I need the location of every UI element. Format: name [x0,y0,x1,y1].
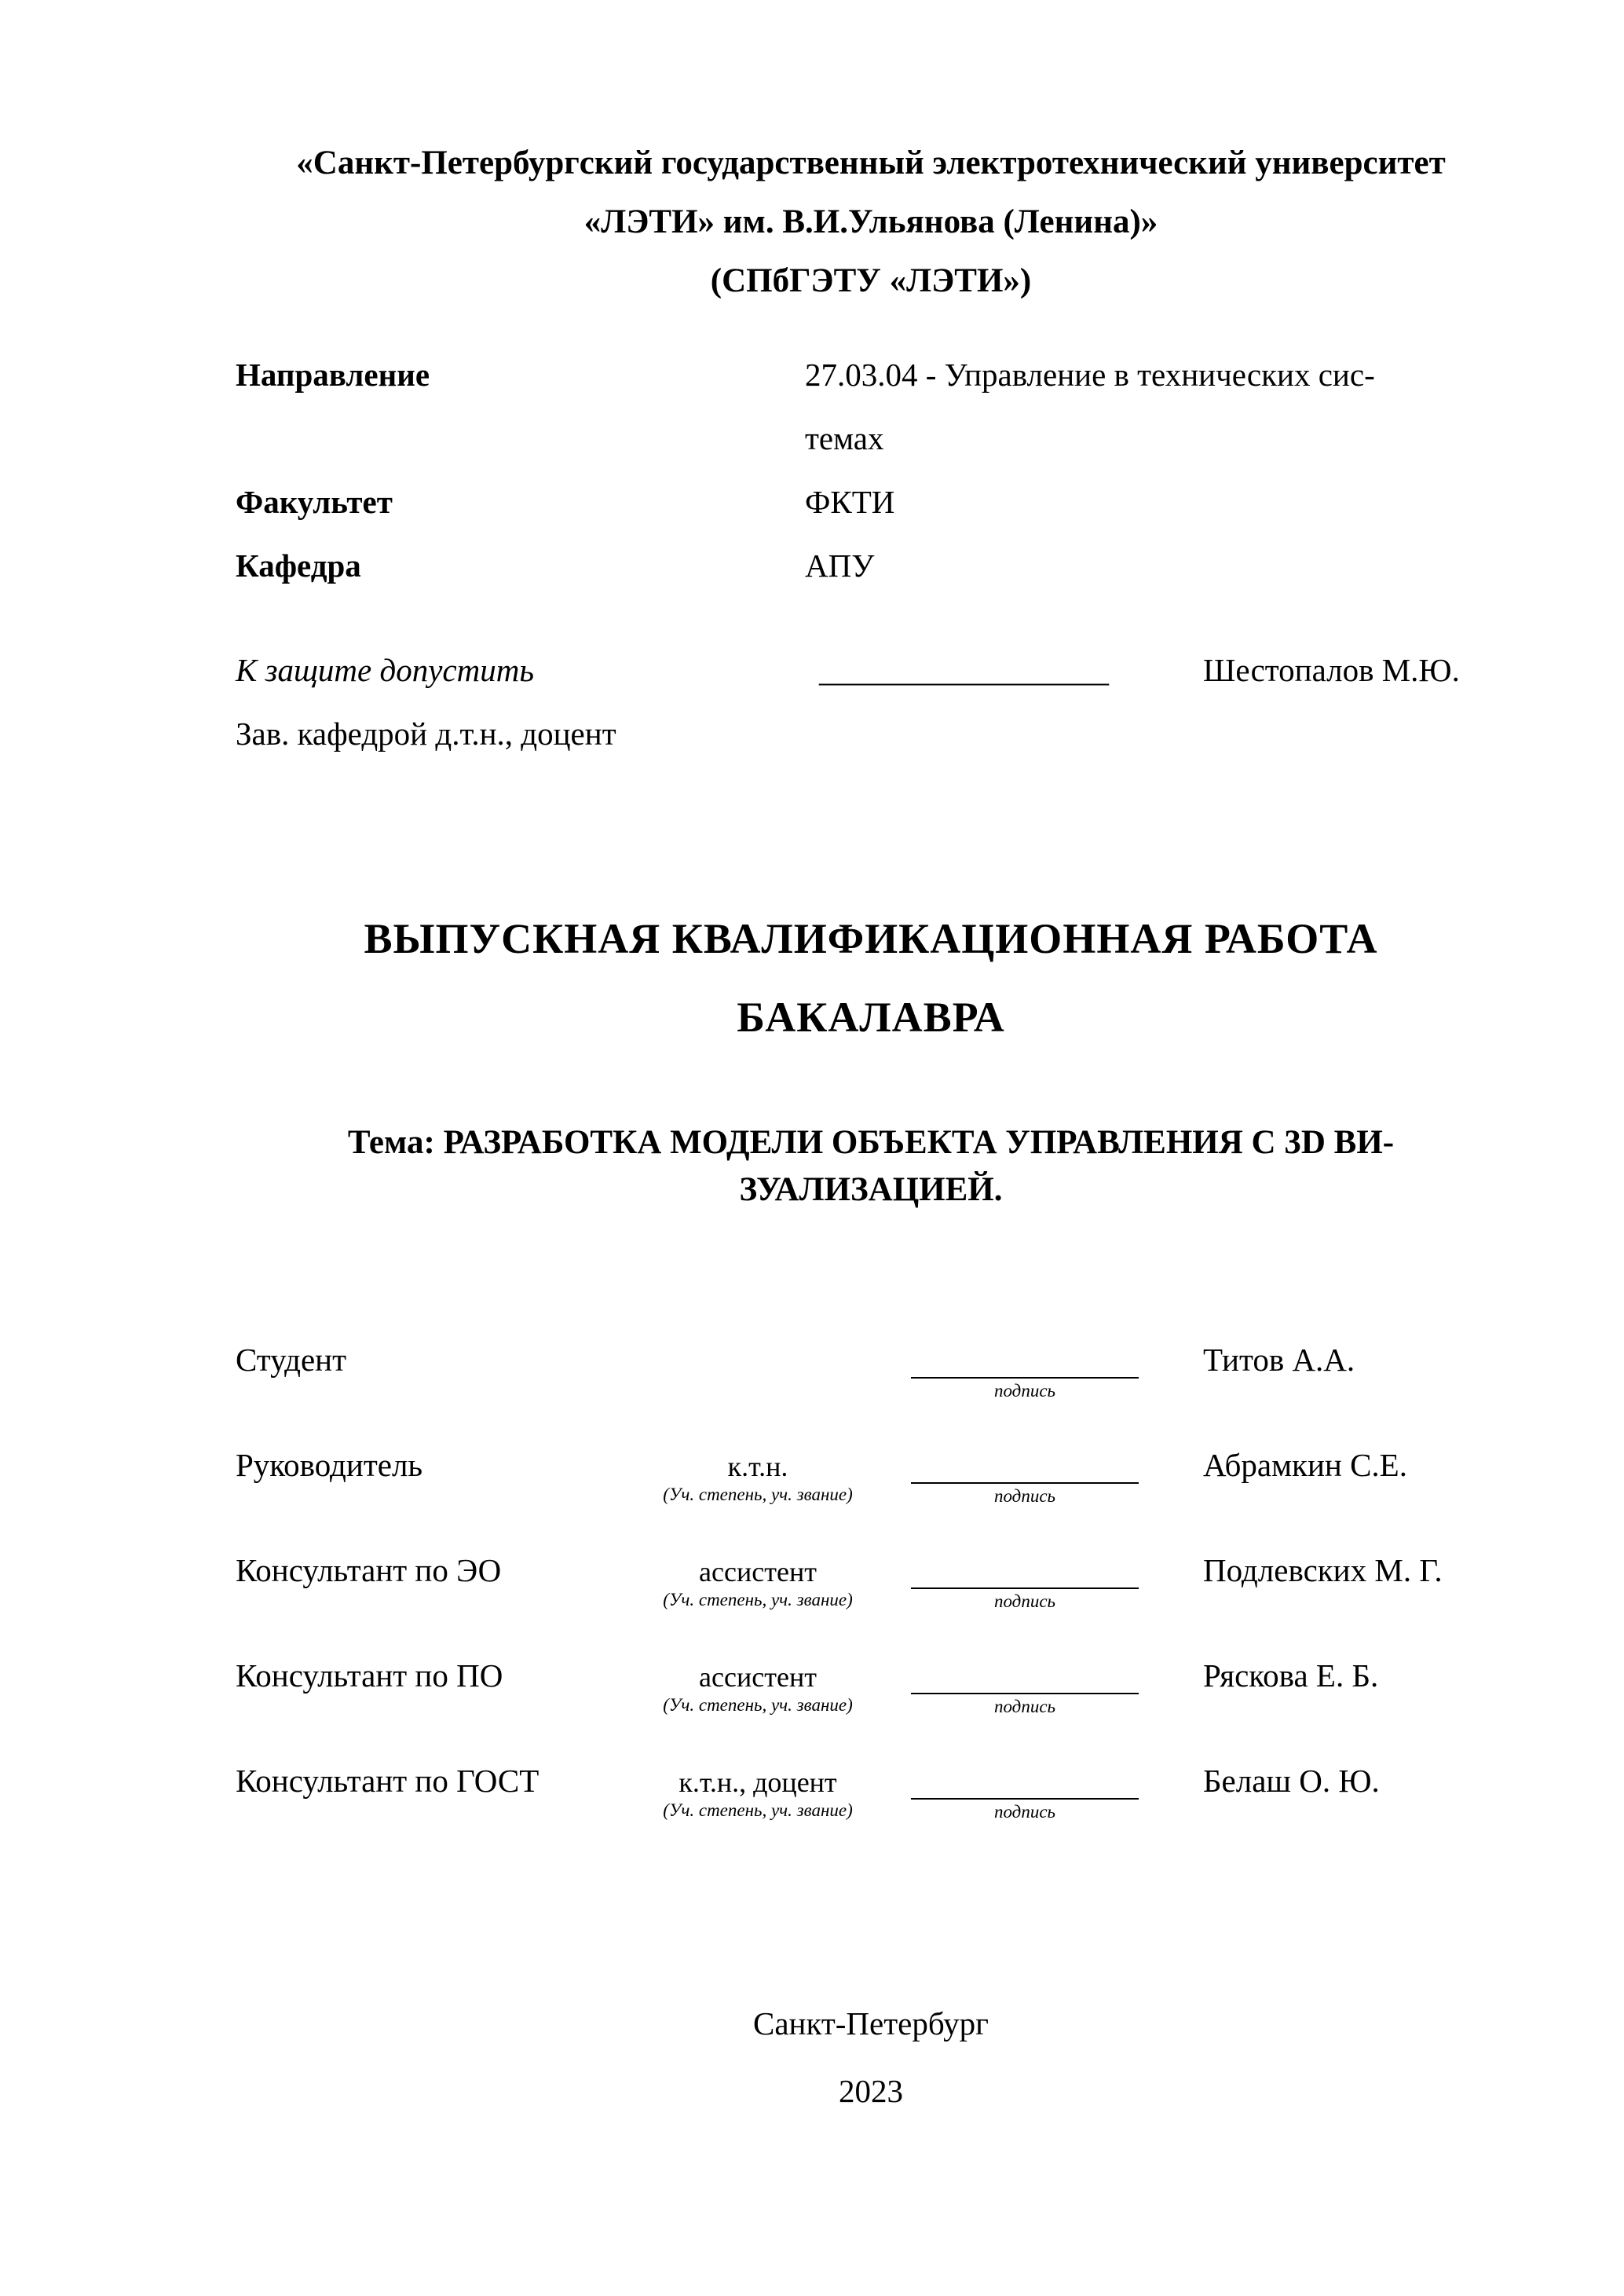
department-value: АПУ [805,547,875,584]
signer-degree-cell [605,1550,911,1611]
approval-signature-blank: __________________ [819,652,1109,688]
university-header-line3: (СПбГЭТУ «ЛЭТИ») [710,262,1032,299]
university-header-line2: «ЛЭТИ» им. В.И.Ульянова (Ленина)» [583,203,1158,240]
signer-row-consultant-gost [236,1760,1506,1825]
signer-degree-cell [605,1339,911,1344]
work-topic-line2: ЗУАЛИЗАЦИЕЙ. [739,1171,1003,1208]
signer-name: Ряскова Е. Б. [1203,1657,1379,1694]
signer-degree: к.т.н., доцент [678,1767,837,1798]
approval-block [0,639,1624,766]
work-title [0,899,1624,1056]
signature-table [0,1339,1624,1825]
signer-degree-cell [605,1655,911,1716]
signer-signature-cell [911,1445,1178,1509]
university-header [0,134,1624,310]
direction-value-line2: темах [805,420,884,456]
signer-signature-cell [911,1760,1178,1825]
university-header-line1: «Санкт-Петербургский государственный электротехнический университет [296,145,1446,181]
program-fields [0,343,1624,598]
signer-name: Абрамкин С.Е. [1203,1447,1407,1483]
signature-caption: подпись [993,1381,1055,1401]
footer-year: 2023 [839,2073,903,2109]
signer-degree-cell [605,1445,911,1506]
footer-city: Санкт-Петербург [753,2005,989,2041]
signer-role: Консультант по ПО [236,1657,503,1694]
signer-row-consultant-po [236,1655,1506,1719]
signer-row-student [236,1339,1506,1404]
department-label: Кафедра [236,547,361,584]
faculty-label: Факультет [236,484,393,520]
signer-degree: ассистент [699,1661,817,1693]
signer-row-consultant-eo [236,1550,1506,1614]
footer [0,1990,1624,2125]
signature-line [911,1445,1139,1484]
work-topic [0,1119,1624,1214]
direction-label: Направление [236,357,430,393]
signature-line [911,1339,1139,1379]
signer-name: Подлевских М. Г. [1203,1552,1443,1588]
signer-degree-cell [605,1760,911,1822]
signer-degree-caption: (Уч. степень, уч. звание) [663,1695,853,1715]
signature-caption: подпись [993,1802,1055,1822]
approval-head-position: Зав. кафедрой д.т.н., доцент [236,716,616,752]
signer-signature-cell [911,1550,1178,1614]
signer-signature-cell [911,1655,1178,1719]
signature-line [911,1655,1139,1694]
signer-role: Студент [236,1342,347,1378]
work-title-line1: ВЫПУСКНАЯ КВАЛИФИКАЦИОННАЯ РАБОТА [364,915,1378,962]
signer-row-supervisor [236,1445,1506,1509]
approval-permit-text: К защите допустить [236,652,534,688]
signature-caption: подпись [993,1486,1055,1506]
direction-value-line1: 27.03.04 - Управление в технических сис- [805,357,1375,393]
signature-line [911,1550,1139,1589]
signer-role: Руководитель [236,1447,423,1483]
signer-degree-caption: (Уч. степень, уч. звание) [663,1800,853,1820]
signer-degree: к.т.н. [727,1451,788,1482]
signer-role: Консультант по ЭО [236,1552,502,1588]
signer-signature-cell [911,1339,1178,1404]
approval-head-name: Шестопалов М.Ю. [1203,652,1460,688]
work-topic-line1: Тема: РАЗРАБОТКА МОДЕЛИ ОБЪЕКТА УПРАВЛЕНИЯ С 3D ВИ- [347,1124,1395,1161]
signer-name: Белаш О. Ю. [1203,1763,1380,1799]
signature-caption: подпись [993,1697,1055,1716]
signature-caption: подпись [993,1591,1055,1611]
signer-degree-caption: (Уч. степень, уч. звание) [663,1590,853,1609]
signer-degree: ассистент [699,1556,817,1587]
signer-role: Консультант по ГОСТ [236,1763,540,1799]
faculty-value: ФКТИ [805,484,895,520]
signature-line [911,1760,1139,1800]
direction-value [805,343,1506,471]
signer-name: Титов А.А. [1203,1342,1355,1378]
signer-degree-caption: (Уч. степень, уч. звание) [663,1485,853,1504]
work-title-line2: БАКАЛАВРА [737,994,1005,1041]
